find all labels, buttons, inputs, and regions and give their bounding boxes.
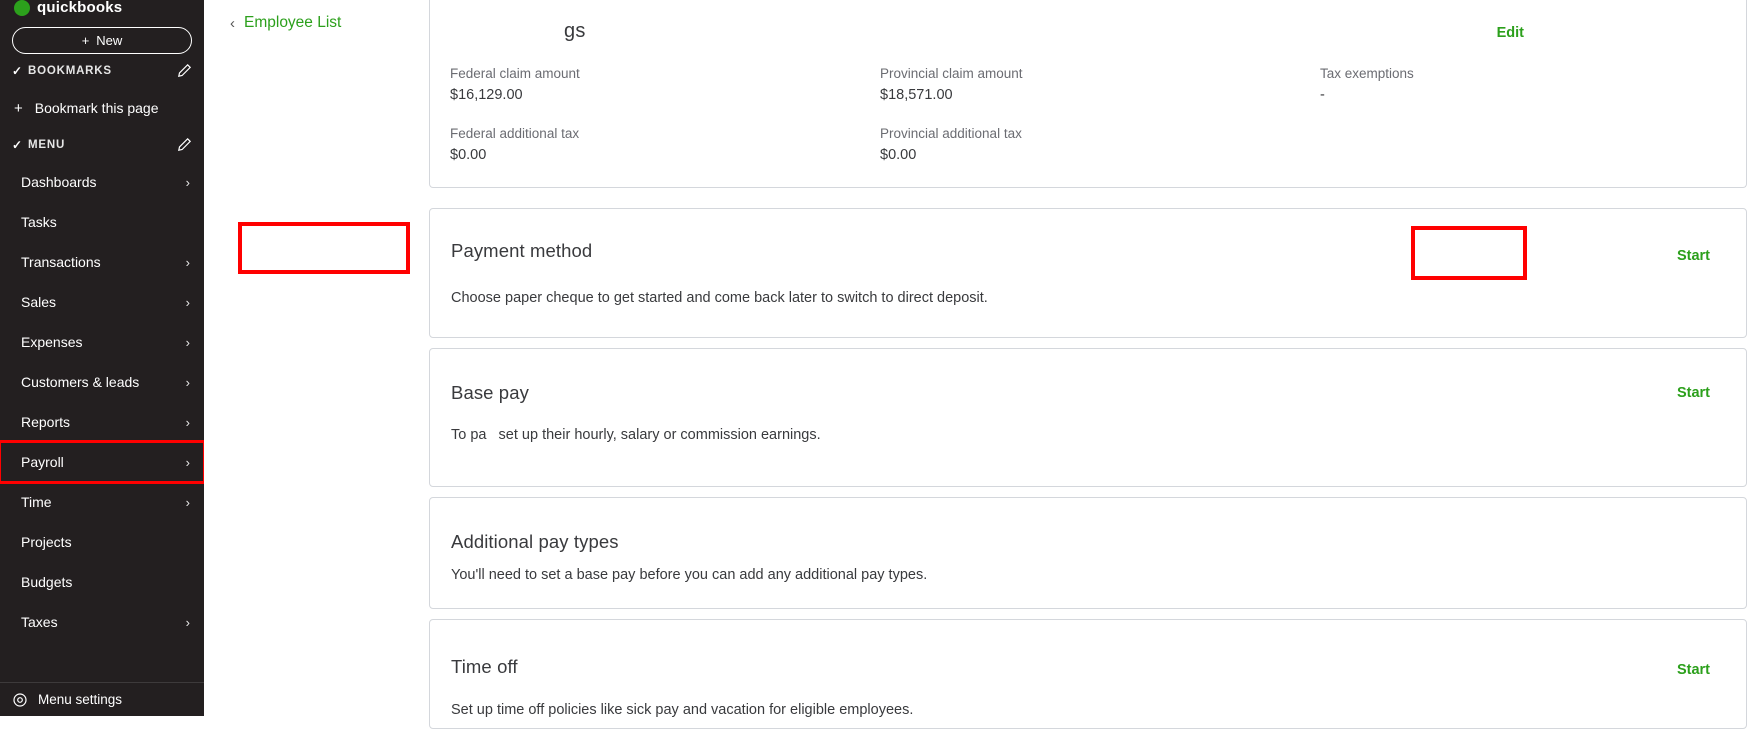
field-label: Tax exemptions bbox=[1320, 66, 1414, 81]
bookmarks-label: BOOKMARKS bbox=[28, 65, 112, 77]
sidebar-item-projects[interactable] bbox=[0, 522, 204, 562]
chevron-right-icon: › bbox=[185, 374, 190, 390]
chevron-right-icon: › bbox=[185, 294, 190, 310]
additional-pay-types-title: Additional pay types bbox=[451, 531, 619, 552]
page-title: gs bbox=[564, 20, 586, 42]
sidebar-item-dashboards[interactable] bbox=[0, 162, 204, 202]
chevron-right-icon: › bbox=[185, 174, 190, 190]
sidebar-item-label: Tasks bbox=[21, 214, 57, 230]
menu-section-header bbox=[0, 128, 204, 162]
bookmark-this-page-label: Bookmark this page bbox=[34, 100, 159, 116]
sidebar-item-reports[interactable] bbox=[0, 402, 204, 442]
sidebar-item-label: Time bbox=[21, 494, 52, 510]
time-off-start-button[interactable]: Start bbox=[1676, 662, 1710, 678]
chevron-right-icon: › bbox=[185, 414, 190, 430]
field-tax-exemptions bbox=[1320, 66, 1680, 103]
menu-settings-label: Menu settings bbox=[38, 692, 123, 707]
bookmark-this-page[interactable] bbox=[0, 88, 204, 128]
field-label: Provincial additional tax bbox=[880, 126, 1022, 141]
sidebar-item-label: Transactions bbox=[21, 254, 101, 270]
edit-button[interactable]: Edit bbox=[1496, 25, 1524, 41]
sidebar-item-label: Sales bbox=[21, 294, 57, 310]
additional-pay-types-description: You'll need to set a base pay before you can add any additional pay types. bbox=[451, 567, 928, 583]
sidebar-item-label: Reports bbox=[21, 414, 71, 430]
sidebar-item-payroll[interactable] bbox=[0, 442, 204, 482]
breadcrumb-employee-list[interactable] bbox=[230, 14, 341, 32]
plus-icon: + bbox=[81, 33, 90, 48]
time-off-card bbox=[429, 619, 1747, 729]
sidebar-item-label: Customers & leads bbox=[21, 374, 140, 390]
sidebar-item-time[interactable] bbox=[0, 482, 204, 522]
field-federal-additional-tax bbox=[450, 126, 830, 163]
time-off-description: Set up time off policies like sick pay and vacation for eligible employees. bbox=[451, 702, 914, 718]
sidebar-item-label: Dashboards bbox=[21, 174, 97, 190]
field-label: Federal additional tax bbox=[450, 126, 580, 141]
sidebar-item-label: Taxes bbox=[21, 614, 58, 630]
field-value: $0.00 bbox=[450, 147, 487, 163]
sidebar-item-taxes[interactable] bbox=[0, 602, 204, 642]
field-value: $0.00 bbox=[880, 147, 917, 163]
additional-pay-types-card bbox=[429, 497, 1747, 609]
new-button-label: New bbox=[96, 33, 123, 48]
sidebar-item-budgets[interactable] bbox=[0, 562, 204, 602]
chevron-right-icon: › bbox=[185, 254, 190, 270]
sidebar-item-sales[interactable] bbox=[0, 282, 204, 322]
base-pay-card bbox=[429, 348, 1747, 487]
menu-settings-button[interactable] bbox=[0, 682, 204, 716]
chevron-left-icon: ‹ bbox=[230, 14, 235, 32]
field-value: - bbox=[1320, 87, 1325, 103]
field-value: $16,129.00 bbox=[450, 87, 523, 103]
sidebar bbox=[0, 0, 204, 716]
chevron-right-icon: › bbox=[185, 454, 190, 470]
sidebar-item-transactions[interactable] bbox=[0, 242, 204, 282]
base-pay-start-button[interactable]: Start bbox=[1676, 385, 1710, 401]
check-icon: ✓ bbox=[12, 64, 23, 78]
field-label: Provincial claim amount bbox=[880, 66, 1023, 81]
bookmarks-section-header bbox=[0, 54, 204, 88]
plus-icon: + bbox=[14, 99, 23, 117]
brand-label: quickbooks bbox=[37, 0, 123, 16]
field-federal-claim-amount bbox=[450, 66, 830, 103]
time-off-title: Time off bbox=[451, 656, 518, 677]
tax-withholding-card bbox=[429, 0, 1747, 188]
breadcrumb-label: Employee List bbox=[244, 14, 342, 31]
new-button[interactable] bbox=[12, 27, 192, 54]
edit-menu-pencil-icon[interactable] bbox=[176, 137, 192, 153]
chevron-right-icon: › bbox=[185, 494, 190, 510]
chevron-right-icon: › bbox=[185, 614, 190, 630]
edit-bookmarks-pencil-icon[interactable] bbox=[176, 63, 192, 79]
menu-label: MENU bbox=[28, 139, 66, 151]
payment-method-start-button[interactable]: Start bbox=[1676, 248, 1710, 264]
quickbooks-logo-icon bbox=[14, 0, 30, 16]
payment-method-card bbox=[429, 208, 1747, 338]
sidebar-item-label: Projects bbox=[21, 534, 72, 550]
field-provincial-claim-amount bbox=[880, 66, 1280, 103]
check-icon: ✓ bbox=[12, 138, 23, 152]
gear-icon bbox=[12, 692, 28, 708]
field-value: $18,571.00 bbox=[880, 87, 953, 103]
chevron-right-icon: › bbox=[185, 334, 190, 350]
sidebar-item-tasks[interactable] bbox=[0, 202, 204, 242]
payment-method-title: Payment method bbox=[451, 240, 593, 261]
main-content bbox=[204, 0, 1710, 718]
brand-logo[interactable] bbox=[0, 0, 204, 22]
field-provincial-additional-tax bbox=[880, 126, 1280, 163]
base-pay-description: To pa set up their hourly, salary or commission earnings. bbox=[451, 427, 821, 443]
sidebar-item-customers-and-leads[interactable] bbox=[0, 362, 204, 402]
sidebar-item-label: Expenses bbox=[21, 334, 83, 350]
base-pay-title: Base pay bbox=[451, 382, 529, 403]
sidebar-item-expenses[interactable] bbox=[0, 322, 204, 362]
sidebar-item-label: Budgets bbox=[21, 574, 73, 590]
payment-method-description: Choose paper cheque to get started and come back later to switch to direct deposit. bbox=[451, 290, 988, 306]
sidebar-item-label: Payroll bbox=[21, 454, 64, 470]
field-label: Federal claim amount bbox=[450, 66, 580, 81]
